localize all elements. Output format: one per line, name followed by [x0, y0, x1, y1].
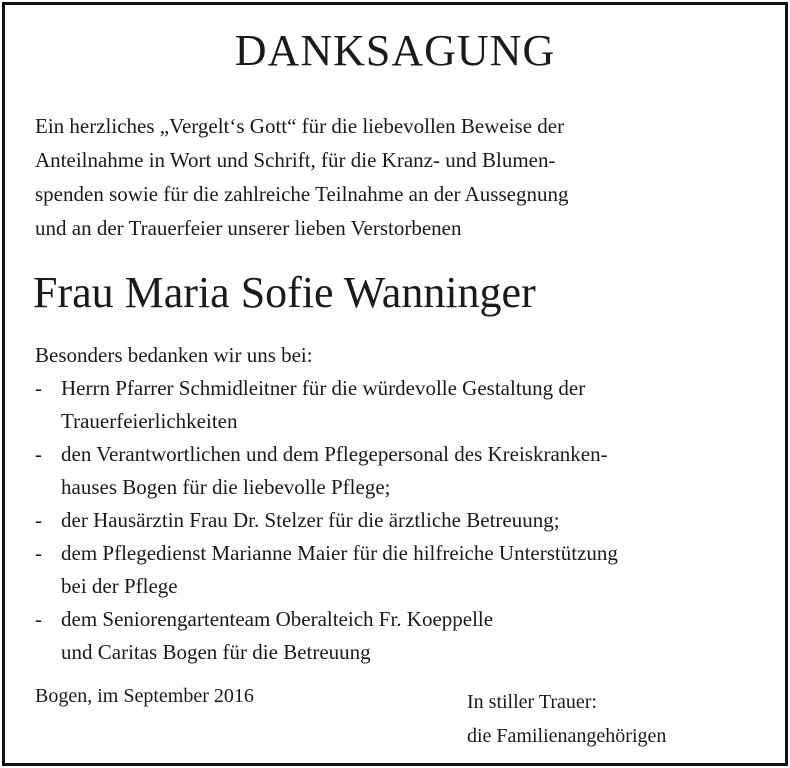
thanks-item-continuation: und Caritas Bogen für die Betreuung	[61, 640, 371, 664]
signature-block	[467, 685, 666, 753]
thanks-item	[35, 537, 780, 570]
bullet-dash: -	[35, 607, 42, 631]
thanks-item-continuation: hauses Bogen für die liebevolle Pflege;	[61, 475, 391, 499]
thanks-item-text: den Verantwortlichen und dem Pflegepersonal des Kreiskranken-	[61, 442, 608, 466]
thanks-item	[35, 438, 780, 471]
bullet-dash: -	[35, 508, 42, 532]
place-date: Bogen, im September 2016	[35, 685, 254, 707]
thanks-item	[35, 372, 780, 405]
intro-line: und an der Trauerfeier unserer lieben Verstorbenen	[35, 216, 462, 240]
bullet-dash: -	[35, 541, 42, 565]
signature-line: In stiller Trauer:	[467, 691, 597, 713]
signature-line: die Familienangehörigen	[467, 725, 667, 747]
bullet-dash: -	[35, 442, 42, 466]
notice-title: DANKSAGUNG	[234, 26, 556, 75]
intro-paragraph	[35, 109, 765, 245]
thanks-item-text: dem Seniorengartenteam Oberalteich Fr. Koeppelle	[61, 607, 494, 631]
intro-line: Ein herzliches „Vergelt‘s Gott“ für die liebevollen Beweise der	[35, 114, 565, 138]
bullet-dash: -	[35, 376, 42, 400]
deceased-name: Frau Maria Sofie Wanninger	[33, 268, 536, 317]
intro-line: Anteilnahme in Wort und Schrift, für die Kranz- und Blumen-	[35, 148, 556, 172]
thanks-item-text: der Hausärztin Frau Dr. Stelzer für die ärztliche Betreuung;	[61, 508, 560, 532]
thanks-section	[35, 339, 780, 669]
thanks-heading: Besonders bedanken wir uns bei:	[35, 343, 313, 367]
thanks-item-continuation: Trauerfeierlichkeiten	[61, 409, 238, 433]
thanks-item-text: dem Pflegedienst Marianne Maier für die hilfreiche Unterstützung	[61, 541, 618, 565]
obituary-notice	[2, 2, 788, 766]
thanks-item	[35, 603, 780, 636]
thanks-item-continuation: bei der Pflege	[61, 574, 178, 598]
thanks-item	[35, 504, 780, 537]
thanks-item-text: Herrn Pfarrer Schmidleitner für die würdevolle Gestaltung der	[61, 376, 586, 400]
intro-line: spenden sowie für die zahlreiche Teilnahme an der Aussegnung	[35, 182, 569, 206]
